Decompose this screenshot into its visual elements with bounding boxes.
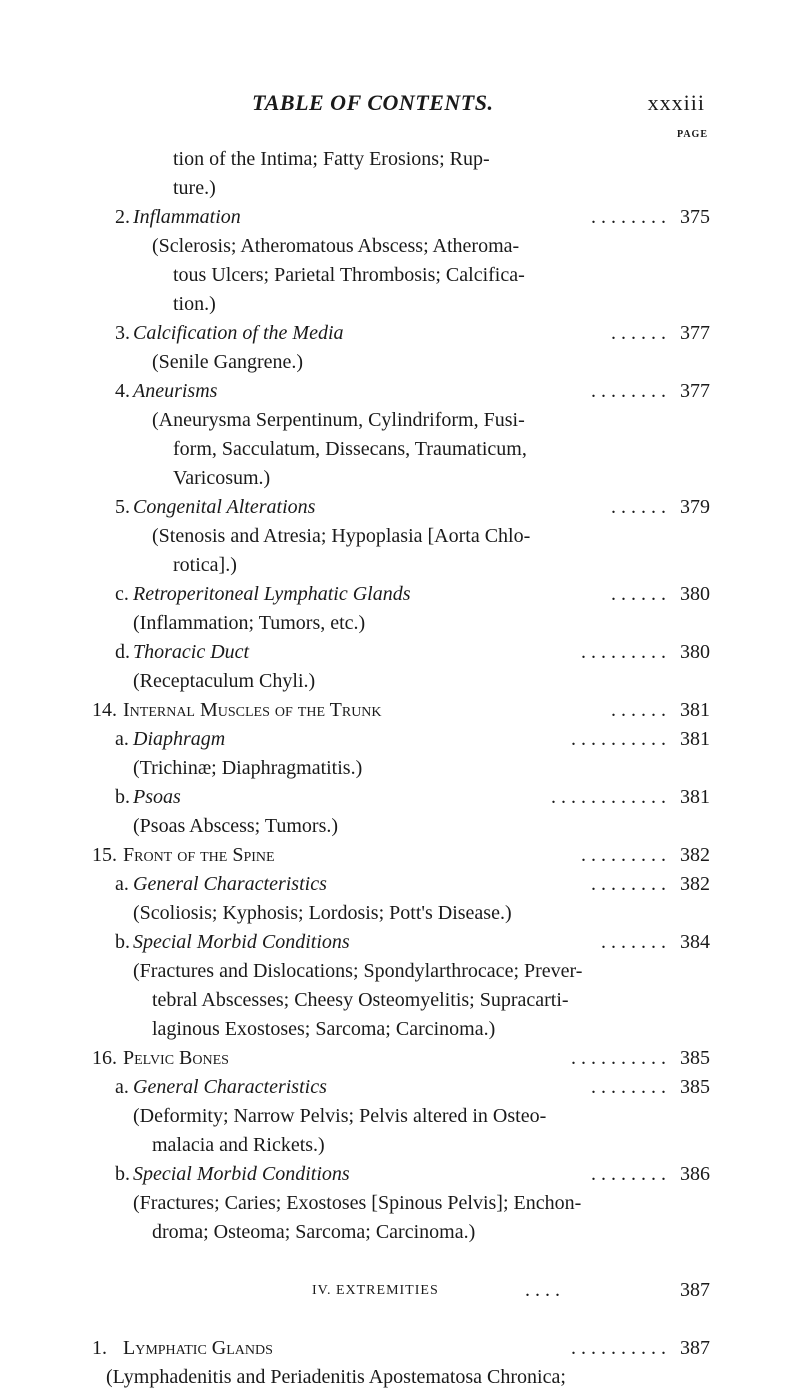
dot-leader: . . . . . . . . . [581,844,666,866]
toc-description-line [0,667,800,696]
page-column-label: PAGE [676,129,708,140]
dot-leader: . . . . . . . . . . [571,1337,666,1359]
toc-description-line [0,609,800,638]
entry-number: c. [115,583,129,605]
entry-number: 4. [115,380,130,402]
page-ref: 385 [680,1076,710,1098]
entry-number: 3. [115,322,130,344]
description-text: laginous Exostoses; Sarcoma; Carcinoma.) [152,1018,496,1040]
description-text: (Deformity; Narrow Pelvis; Pelvis altered in Osteo- [133,1105,547,1127]
toc-entry [0,1044,800,1073]
toc-description-line [0,290,800,319]
entry-number: a. [115,728,129,750]
toc-description-line [0,145,800,174]
page-ref: 387 [680,1337,710,1359]
entry-title: Internal Muscles of the Trunk [123,699,382,721]
description-text: Varicosum.) [173,467,271,489]
page-ref: 387 [680,1279,710,1301]
toc-description-line [0,435,800,464]
toc-entry [0,638,800,667]
dot-leader: . . . . . . . . [591,380,666,402]
entry-title: Retroperitoneal Lymphatic Glands [133,583,411,605]
dot-leader: . . . . [525,1279,560,1301]
spacer [0,1247,800,1276]
entry-title: General Characteristics [133,1076,327,1098]
toc-entry [0,319,800,348]
description-text: (Lymphadenitis and Periadenitis Apostematosa Chronica; [106,1366,566,1388]
dot-leader: . . . . . . [611,496,666,518]
entry-title: Aneurisms [133,380,218,402]
description-text: (Receptaculum Chyli.) [133,670,316,692]
entry-number: 2. [115,206,130,228]
page-ref: 377 [680,380,710,402]
dot-leader: . . . . . . . . [591,206,666,228]
entry-number: a. [115,1076,129,1098]
description-text: malacia and Rickets.) [152,1134,325,1156]
page-ref: 385 [680,1047,710,1069]
page-ref: 382 [680,873,710,895]
page-ref: 382 [680,844,710,866]
entry-title: Congenital Alterations [133,496,316,518]
entry-title: Special Morbid Conditions [133,1163,350,1185]
description-text: (Aneurysma Serpentinum, Cylindriform, Fusi- [152,409,525,431]
entry-title: General Characteristics [133,873,327,895]
description-text: (Senile Gangrene.) [152,351,304,373]
entry-title: Thoracic Duct [133,641,250,663]
entry-title: Front of the Spine [123,844,275,866]
entry-number: d. [115,641,130,663]
page-ref: 381 [680,728,710,750]
description-text: tion.) [173,293,216,315]
toc-section-heading [0,1276,800,1305]
dot-leader: . . . . . . . . . . [571,728,666,750]
entry-number: 14. [92,699,117,721]
page-ref: 377 [680,322,710,344]
toc-entry [0,493,800,522]
toc-entry [0,928,800,957]
description-text: (Stenosis and Atresia; Hypoplasia [Aorta Chlo- [152,525,531,547]
entry-title: Pelvic Bones [123,1047,229,1069]
toc-description-line [0,754,800,783]
entry-title: Calcification of the Media [133,322,344,344]
page-ref: 379 [680,496,710,518]
running-title: TABLE OF CONTENTS. [252,90,494,115]
dot-leader: . . . . . . . . [591,1076,666,1098]
entry-title: Lymphatic Glands [123,1337,273,1359]
toc-description-line [0,1015,800,1044]
entry-number: 1. [92,1337,107,1359]
dot-leader: . . . . . . . . . . [571,1047,666,1069]
dot-leader: . . . . . . . . [591,1163,666,1185]
toc-description-line [0,957,800,986]
page-ref: 381 [680,699,710,721]
description-text: (Fractures; Caries; Exostoses [Spinous Pelvis]; Enchon- [133,1192,582,1214]
dot-leader: . . . . . . [611,583,666,605]
table-of-contents [0,145,800,1392]
description-text: (Inflammation; Tumors, etc.) [133,612,366,634]
entry-number: b. [115,1163,130,1185]
entry-number: 5. [115,496,130,518]
running-header [252,90,705,116]
toc-entry [0,580,800,609]
dot-leader: . . . . . . . . . [581,641,666,663]
toc-description-line [0,1189,800,1218]
toc-description-line [0,232,800,261]
description-text: (Trichinæ; Diaphragmatitis.) [133,757,363,779]
toc-description-line [0,261,800,290]
entry-number: b. [115,786,130,808]
entry-number: b. [115,931,130,953]
page-ref: 380 [680,641,710,663]
toc-description-line [0,522,800,551]
dot-leader: . . . . . . [611,322,666,344]
page-number: xxxiii [647,90,705,115]
dot-leader: . . . . . . . . . . . . [551,786,666,808]
entry-title: Diaphragm [133,728,226,750]
description-text: (Psoas Abscess; Tumors.) [133,815,339,837]
entry-title: Inflammation [133,206,241,228]
toc-entry [0,1334,800,1363]
dot-leader: . . . . . . . [601,931,666,953]
dot-leader: . . . . . . [611,699,666,721]
toc-entry [0,696,800,725]
toc-description-line [0,1218,800,1247]
toc-description-line [0,1363,800,1392]
toc-description-line [0,899,800,928]
description-text: (Scoliosis; Kyphosis; Lordosis; Pott's Disease.) [133,902,512,924]
entry-title: Psoas [133,786,181,808]
toc-description-line [0,174,800,203]
entry-number: 15. [92,844,117,866]
toc-description-line [0,1131,800,1160]
toc-description-line [0,406,800,435]
description-text: tous Ulcers; Parietal Thrombosis; Calcifica- [173,264,525,286]
toc-entry [0,725,800,754]
entry-number: 16. [92,1047,117,1069]
description-text: rotica].) [173,554,237,576]
page-ref: 386 [680,1163,710,1185]
toc-description-line [0,348,800,377]
toc-description-line [0,812,800,841]
description-text: (Fractures and Dislocations; Spondylarthrocace; Prever- [133,960,583,982]
description-text: form, Sacculatum, Dissecans, Traumaticum, [173,438,527,460]
toc-entry [0,203,800,232]
spacer [0,1305,800,1334]
description-text: (Sclerosis; Atheromatous Abscess; Atheroma- [152,235,520,257]
entry-number: a. [115,873,129,895]
description-text: tion of the Intima; Fatty Erosions; Rup- [173,148,490,170]
toc-entry [0,1160,800,1189]
toc-description-line [0,464,800,493]
description-text: ture.) [173,177,216,199]
page-ref: 375 [680,206,710,228]
toc-entry [0,1073,800,1102]
toc-description-line [0,1102,800,1131]
toc-entry [0,870,800,899]
entry-title: Special Morbid Conditions [133,931,350,953]
toc-description-line [0,986,800,1015]
toc-description-line [0,551,800,580]
toc-entry [0,377,800,406]
section-title: IV. EXTREMITIES [312,1283,439,1298]
dot-leader: . . . . . . . . [591,873,666,895]
page-ref: 380 [680,583,710,605]
page-ref: 384 [680,931,710,953]
page-ref: 381 [680,786,710,808]
description-text: droma; Osteoma; Sarcoma; Carcinoma.) [152,1221,476,1243]
toc-entry [0,783,800,812]
description-text: tebral Abscesses; Cheesy Osteomyelitis; Supracarti- [152,989,569,1011]
toc-entry [0,841,800,870]
